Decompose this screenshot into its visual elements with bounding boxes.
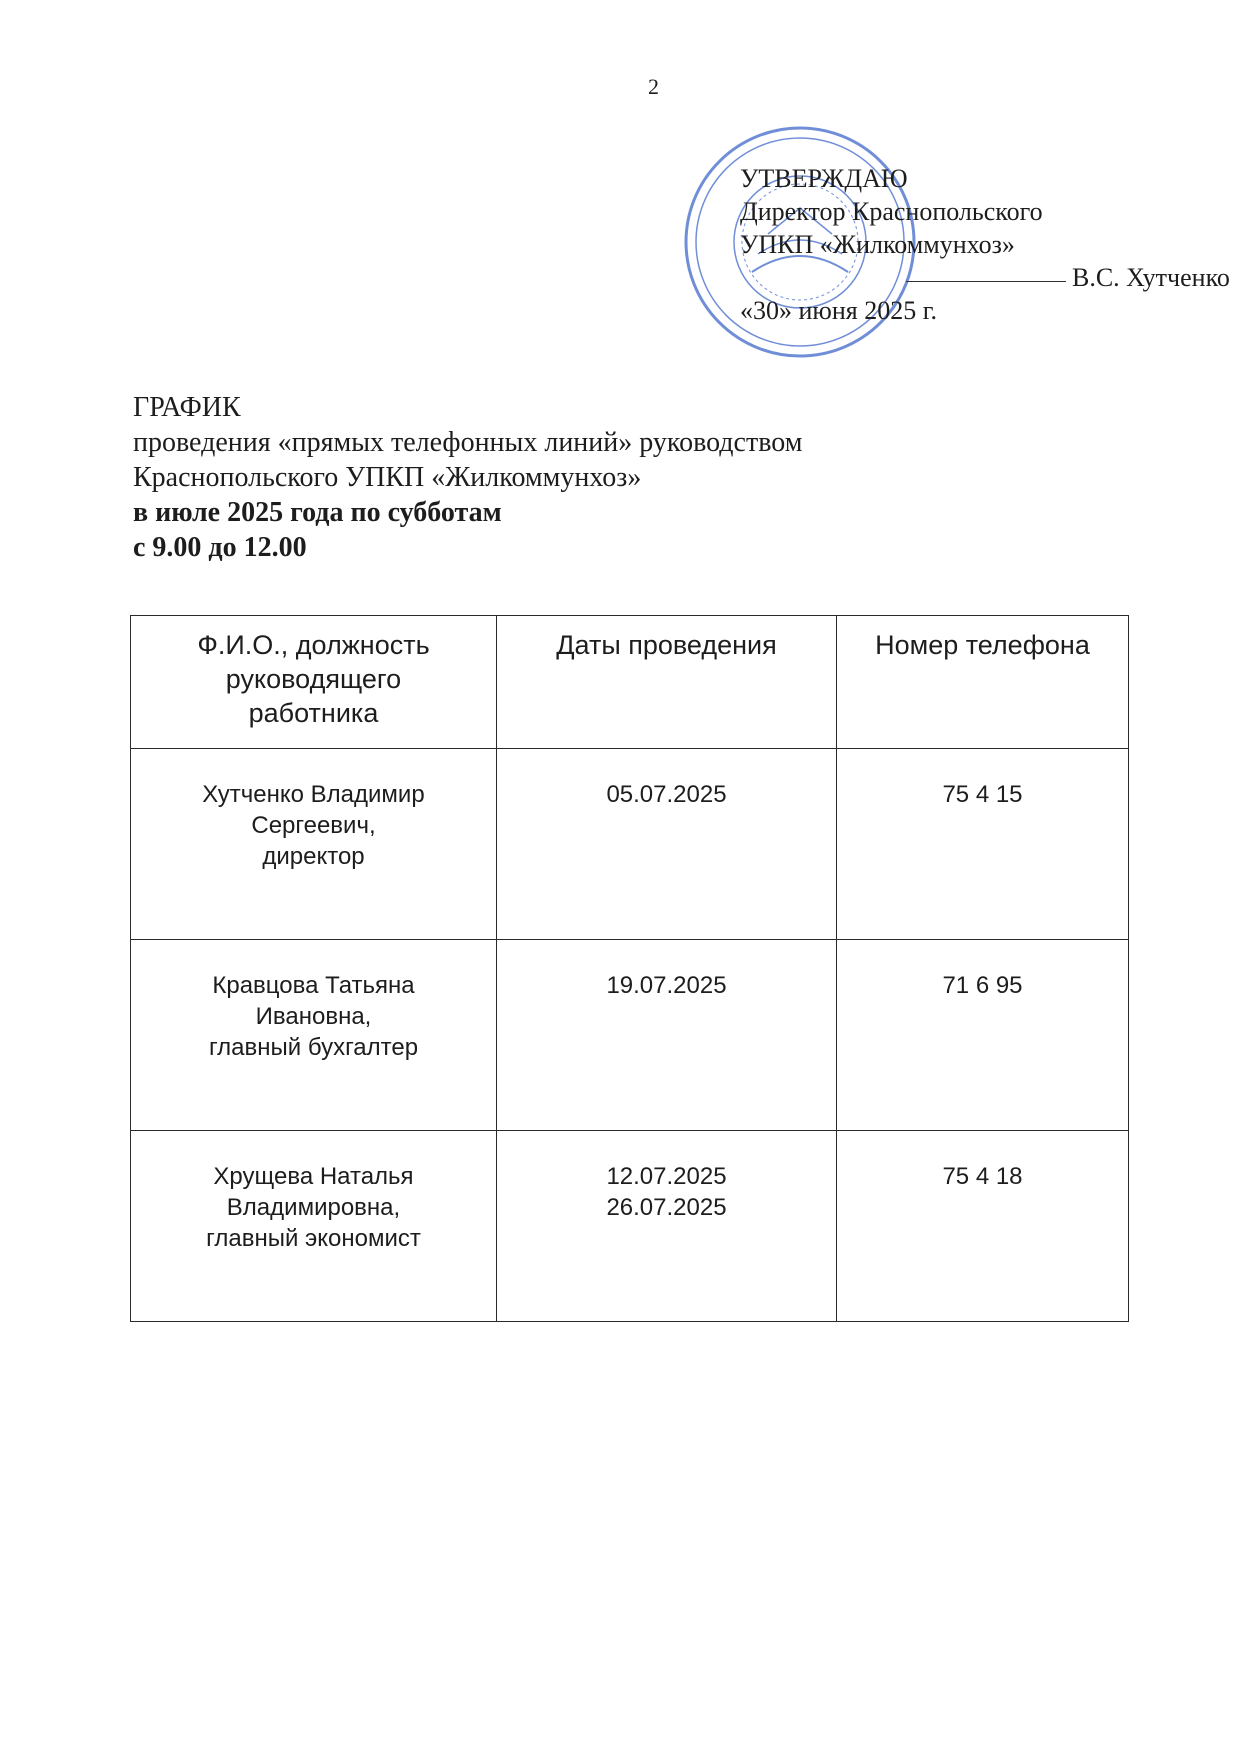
table-header-row [131,616,1129,749]
title-line1: проведения «прямых телефонных линий» руководством [133,427,803,458]
title-line4: с 9.00 до 12.00 [133,532,307,563]
cell-phone: 71 6 95 [837,940,1129,1131]
title-heading: ГРАФИК [133,392,241,423]
header-dates: Даты проведения [497,616,837,749]
cell-name: Хрущева Наталья Владимировна, главный экономист [131,1131,497,1322]
table-row [131,1131,1129,1322]
approval-heading: УТВЕРЖДАЮ [740,164,908,193]
page-number: 2 [648,74,659,99]
approval-position-line1: Директор Краснопольского [740,197,1043,226]
document-title [133,390,802,565]
schedule-table [130,615,1129,1322]
header-phone: Номер телефона [837,616,1129,749]
approval-position-line2: УПКП «Жилкоммунхоз» [740,230,1015,259]
header-name: Ф.И.О., должность руководящего работника [131,616,497,749]
table-row [131,749,1129,940]
cell-dates: 12.07.2025 26.07.2025 [497,1131,837,1322]
approval-signer [740,261,1230,294]
cell-dates: 19.07.2025 [497,940,837,1131]
cell-dates: 05.07.2025 [497,749,837,940]
approval-block [740,162,1230,327]
table-row [131,940,1129,1131]
cell-phone: 75 4 15 [837,749,1129,940]
approval-date: «30» июня 2025 г. [740,296,937,325]
signature-line [906,281,1066,282]
title-line2: Краснопольского УПКП «Жилкоммунхоз» [133,462,642,493]
title-line3: в июле 2025 года по субботам [133,497,502,528]
approval-signer-name: В.С. Хутченко [1072,263,1230,292]
cell-name: Хутченко Владимир Сергеевич, директор [131,749,497,940]
cell-phone: 75 4 18 [837,1131,1129,1322]
cell-name: Кравцова Татьяна Ивановна, главный бухгалтер [131,940,497,1131]
